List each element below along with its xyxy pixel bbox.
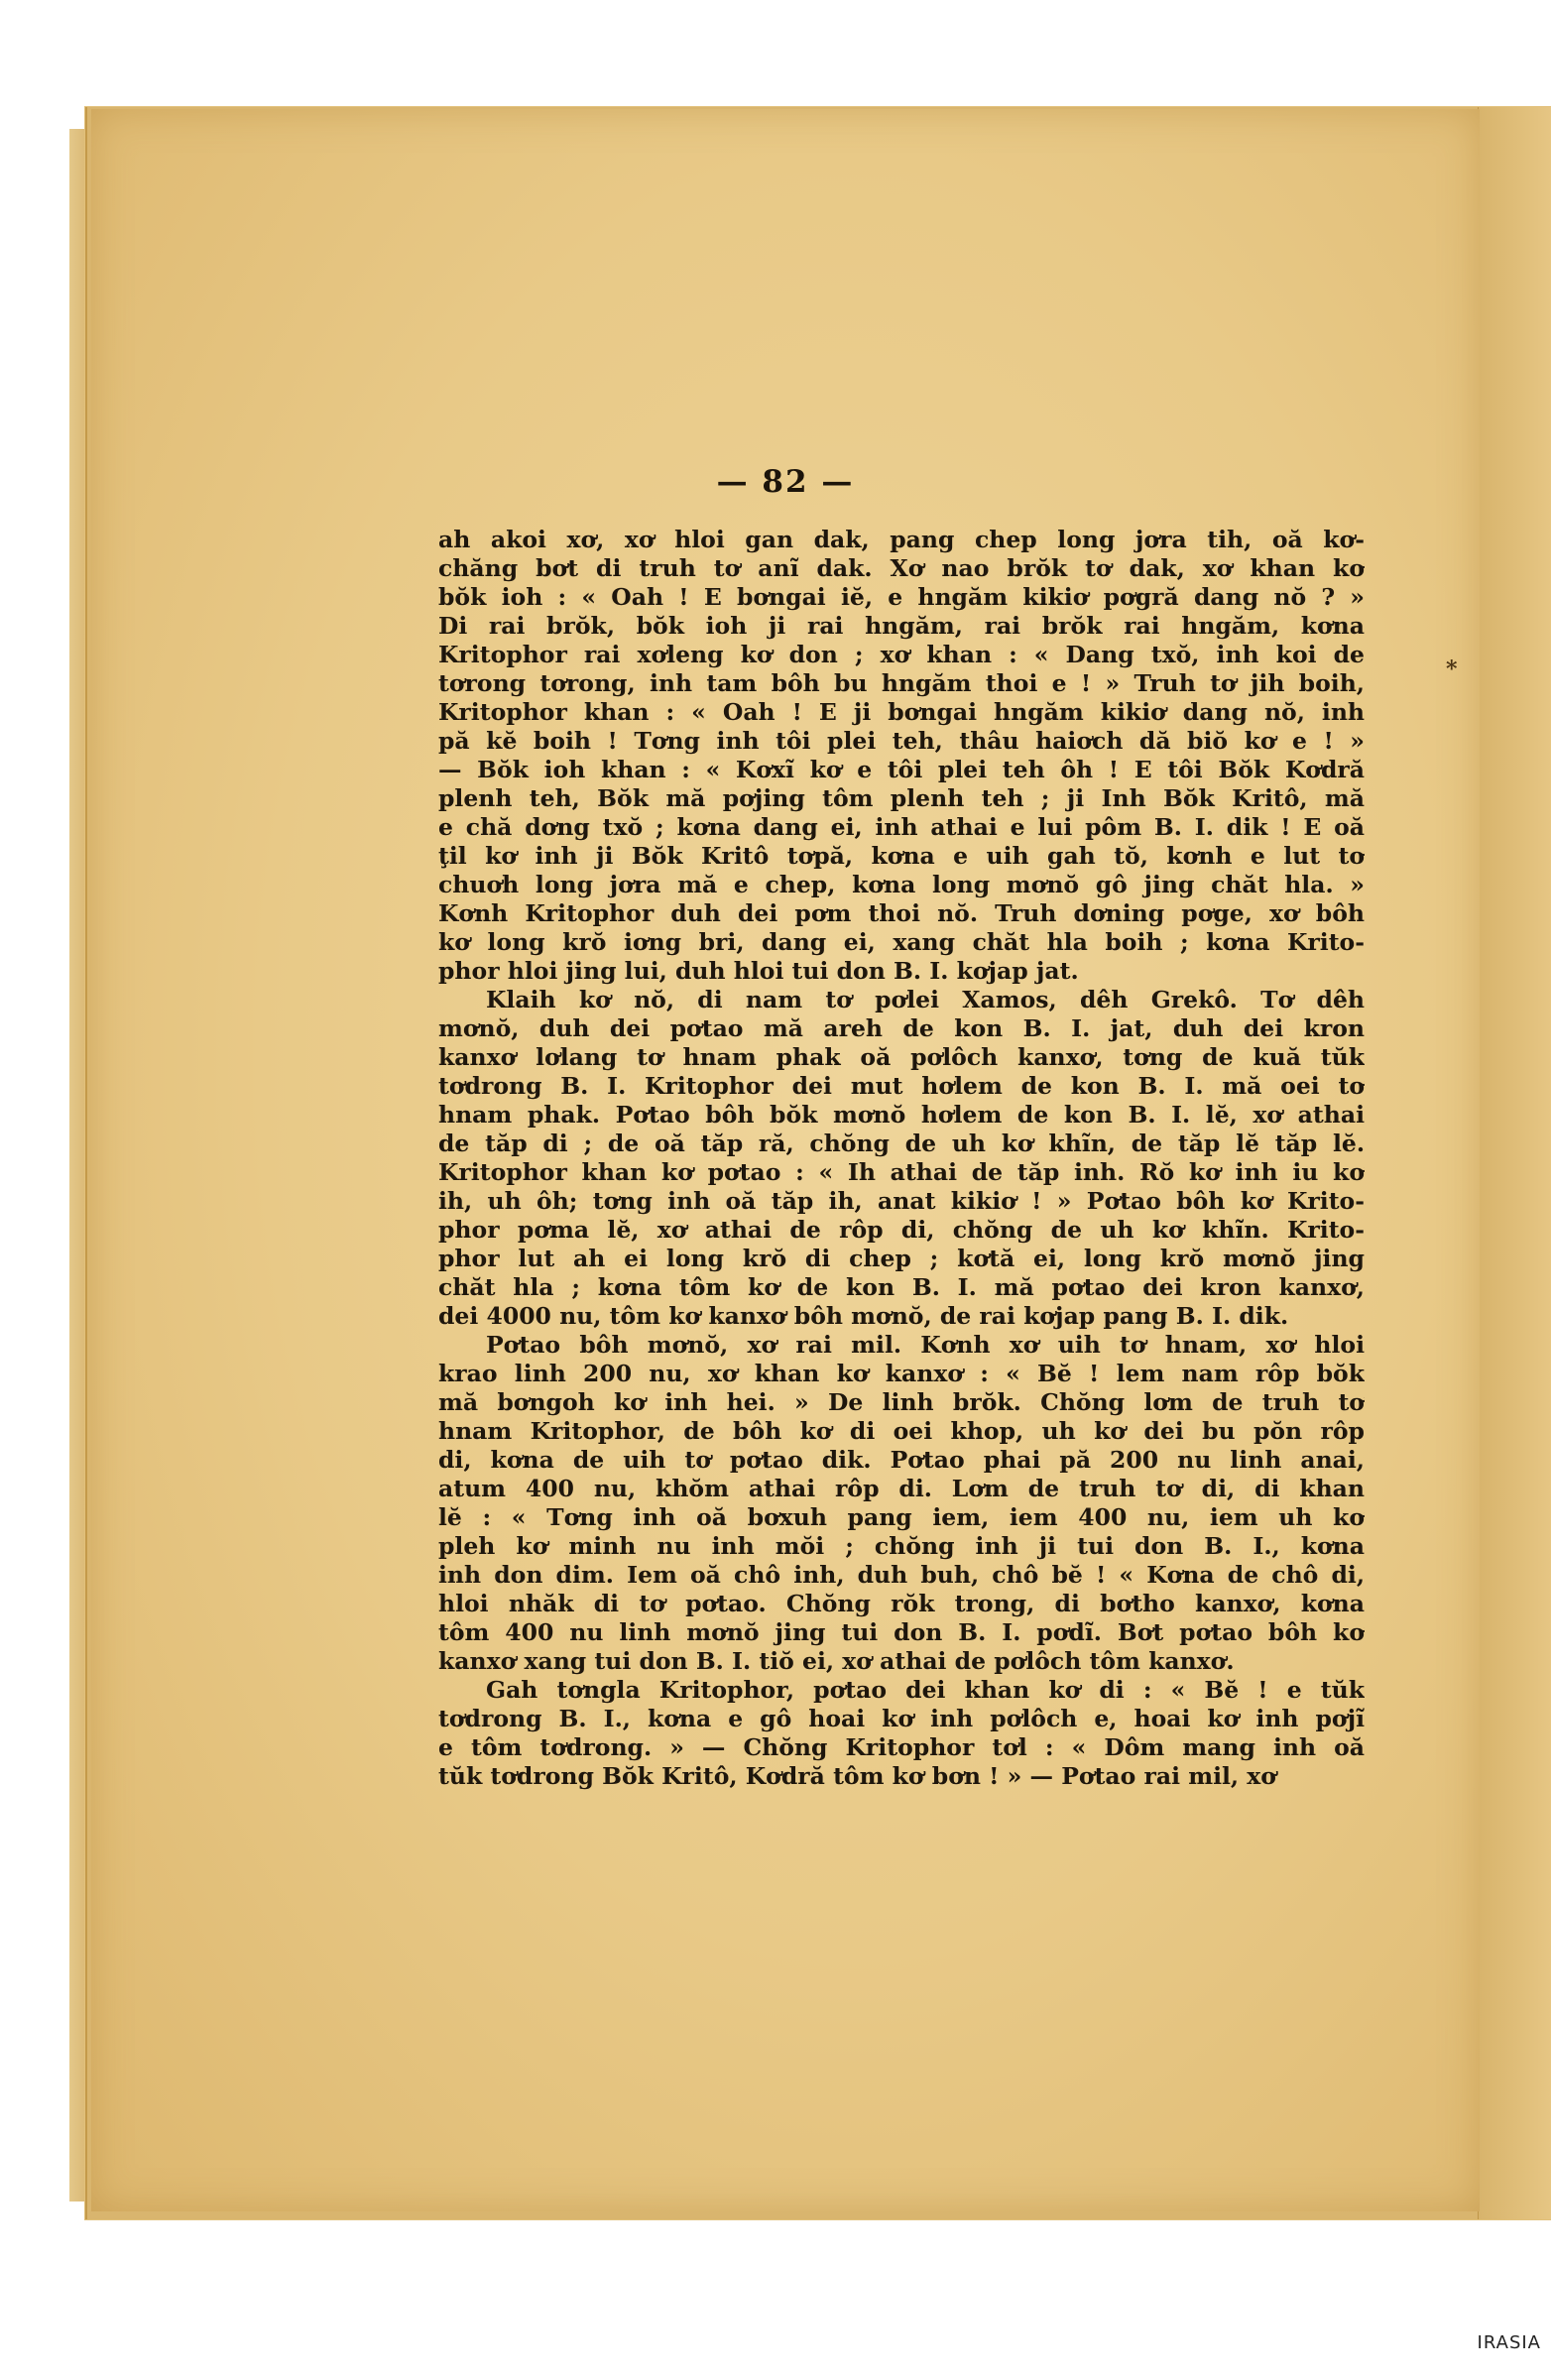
text-line: hnam Kritophor, de bôh kơ di oei khop, uh kơ dei bu pŏn rôp xyxy=(438,1417,1365,1445)
text-line: hnam phak. Pơtao bôh bŏk mơnŏ hơlem de kon B. I. lĕ, xơ athai xyxy=(438,1101,1365,1129)
text-line: plenh teh, Bŏk mă pơjing tôm plenh teh ; ji Inh Bŏk Kritô, mă xyxy=(438,784,1365,812)
text-line: bŏk ioh : « Oah ! E bơngai iĕ, e hngăm kikiơ pơgră dang nŏ ? » xyxy=(438,583,1365,611)
text-line: Pơtao bôh mơnŏ, xơ rai mil. Kơnh xơ uih tơ hnam, xơ hloi xyxy=(486,1331,1365,1359)
book-page xyxy=(91,109,1480,2211)
text-line: phor hloi jing lui, duh hloi tui don B. I. kơjap jat. xyxy=(438,957,1079,985)
text-line: Kritophor rai xơleng kơ don ; xơ khan : « Dang txŏ, inh koi de xyxy=(438,641,1365,668)
text-line: e tôm tơdrong. » — Chŏng Kritophor tơl : « Dôm mang inh oă xyxy=(438,1733,1365,1761)
text-line: atum 400 nu, khŏm athai rôp di. Lơm de truh tơ di, di khan xyxy=(438,1475,1365,1502)
text-line: Kritophor khan kơ pơtao : « Ih athai de tăp inh. Rŏ kơ inh iu kơ xyxy=(438,1158,1365,1186)
text-line: kanxơ xang tui don B. I. tiŏ ei, xơ athai de pơlôch tôm kanxơ. xyxy=(438,1647,1235,1675)
text-line: kơ long krŏ iơng bri, dang ei, xang chăt hla boih ; kơna Krito- xyxy=(438,928,1365,956)
margin-mark: * xyxy=(1446,656,1458,682)
text-line: ah akoi xơ, xơ hloi gan dak, pang chep long jơra tih, oă kơ- xyxy=(438,526,1365,553)
text-line: ih, uh ôh; tơng inh oă tăp ih, anat kikiơ ! » Pơtao bôh kơ Krito- xyxy=(438,1187,1365,1215)
text-line: di, kơna de uih tơ pơtao dik. Pơtao phai pă 200 nu linh anai, xyxy=(438,1446,1365,1474)
page-number: — 82 — xyxy=(716,464,855,500)
text-line: ţil kơ inh ji Bŏk Kritô tơpă, kơna e uih gah tŏ, kơnh e lut tơ xyxy=(438,842,1365,870)
text-line: kanxơ lơlang tơ hnam phak oă pơlôch kanxơ, tơng de kuă tŭk xyxy=(438,1043,1365,1071)
text-line: mơnŏ, duh dei pơtao mă areh de kon B. I. jat, duh dei kron xyxy=(438,1014,1365,1042)
next-page-edge xyxy=(1478,107,1551,2219)
text-line: Di rai brŏk, bŏk ioh ji rai hngăm, rai brŏk rai hngăm, kơna xyxy=(438,612,1365,640)
text-line: hloi nhăk di tơ pơtao. Chŏng rŏk trong, di bơtho kanxơ, kơna xyxy=(438,1590,1365,1617)
text-line: tôm 400 nu linh mơnŏ jing tui don B. I. pơdĩ. Bơt pơtao bôh kơ xyxy=(438,1618,1365,1646)
text-line: e chă dơng txŏ ; kơna dang ei, inh athai e lui pôm B. I. dik ! E oă xyxy=(438,813,1365,841)
text-line: chuơh long jơra mă e chep, kơna long mơnŏ gô jing chăt hla. » xyxy=(438,871,1365,898)
text-line: de tăp di ; de oă tăp ră, chŏng de uh kơ khĩn, de tăp lĕ tăp lĕ. xyxy=(438,1130,1365,1157)
text-line: pă kĕ boih ! Tơng inh tôi plei teh, thâu haiơch dă biŏ kơ e ! » xyxy=(438,727,1365,755)
watermark-label: IRASIA xyxy=(1477,2332,1541,2353)
text-line: mă bơngoh kơ inh hei. » De linh brŏk. Chŏng lơm de truh tơ xyxy=(438,1388,1365,1416)
text-line: Klaih kơ nŏ, di nam tơ pơlei Xamos, dêh Grekô. Tơ dêh xyxy=(486,986,1365,1013)
text-line: Kơnh Kritophor duh dei pơm thoi nŏ. Truh dơning pơge, xơ bôh xyxy=(438,899,1365,927)
text-line: tơrong tơrong, inh tam bôh bu hngăm thoi e ! » Truh tơ jih boih, xyxy=(438,669,1365,697)
text-line: Kritophor khan : « Oah ! E ji bơngai hngăm kikiơ dang nŏ, inh xyxy=(438,698,1365,726)
text-line: chăt hla ; kơna tôm kơ de kon B. I. mă pơtao dei kron kanxơ, xyxy=(438,1273,1365,1301)
text-line: Gah tơngla Kritophor, pơtao dei khan kơ di : « Bĕ ! e tŭk xyxy=(486,1676,1365,1704)
text-line: — Bŏk ioh khan : « Kơxĩ kơ e tôi plei teh ôh ! E tôi Bŏk Kơdră xyxy=(438,756,1365,783)
text-line: inh don dim. Iem oă chô inh, duh buh, chô bĕ ! « Kơna de chô di, xyxy=(438,1561,1365,1589)
text-line: pleh kơ minh nu inh mŏi ; chŏng inh ji tui don B. I., kơna xyxy=(438,1532,1365,1560)
text-line: dei 4000 nu, tôm kơ kanxơ bôh mơnŏ, de rai kơjap pang B. I. dik. xyxy=(438,1302,1289,1330)
text-line: tơdrong B. I., kơna e gô hoai kơ inh pơlôch e, hoai kơ inh pơjĩ xyxy=(438,1705,1365,1732)
text-line: tơdrong B. I. Kritophor dei mut hơlem de kon B. I. mă oei tơ xyxy=(438,1072,1365,1100)
text-line: phor lut ah ei long krŏ di chep ; kơtă ei, long krŏ mơnŏ jing xyxy=(438,1245,1365,1272)
text-line: krao linh 200 nu, xơ khan kơ kanxơ : « Bĕ ! lem nam rôp bŏk xyxy=(438,1360,1365,1387)
text-line: chăng bơt di truh tơ anĩ dak. Xơ nao brŏk tơ dak, xơ khan kơ xyxy=(438,554,1365,582)
text-line: lĕ : « Tơng inh oă bơxuh pang iem, iem 400 nu, iem uh kơ xyxy=(438,1503,1365,1531)
text-line: tŭk tơdrong Bŏk Kritô, Kơdră tôm kơ bơn ! » — Pơtao rai mil, xơ xyxy=(438,1762,1276,1790)
text-line: phor pơma lĕ, xơ athai de rôp di, chŏng de uh kơ khĩn. Krito- xyxy=(438,1216,1365,1244)
body-text xyxy=(438,526,1365,1791)
